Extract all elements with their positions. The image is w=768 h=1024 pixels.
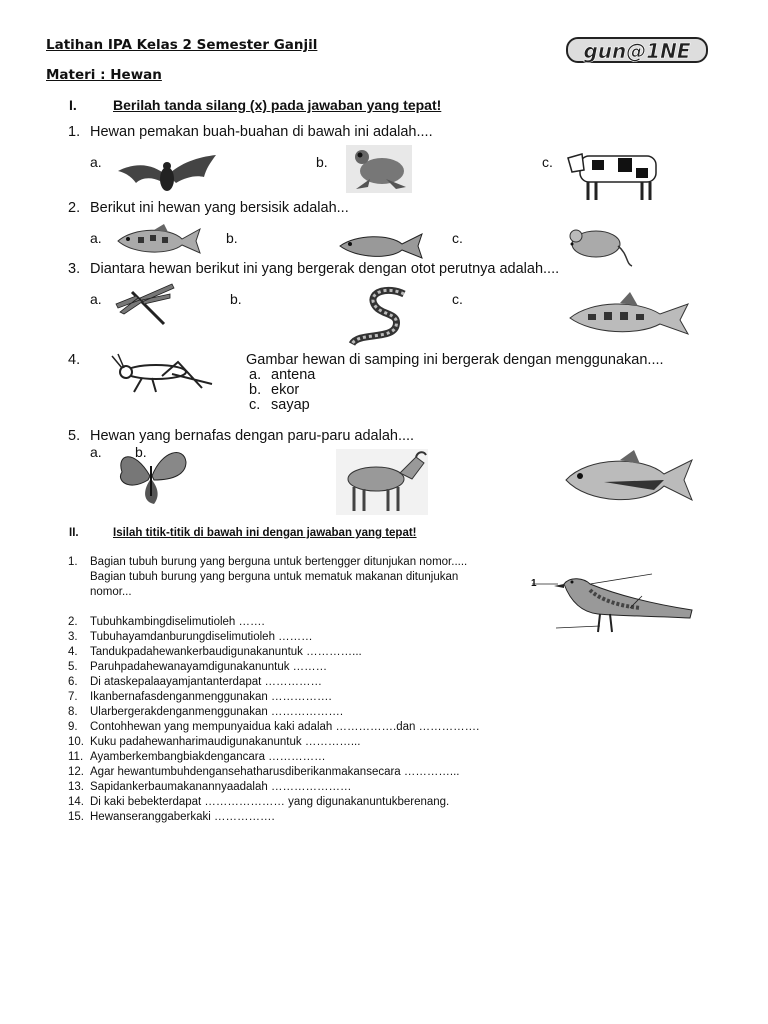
- fish-icon: [568, 292, 690, 338]
- item-number: 14.: [68, 796, 84, 808]
- item-line: Bagian tubuh burung yang berguna untuk mematuk makanan ditunjukan: [90, 571, 459, 583]
- logo-graphic: [566, 34, 708, 66]
- choice-letter[interactable]: b.: [249, 382, 262, 398]
- list-item: [68, 735, 588, 750]
- choice-text[interactable]: antena: [271, 367, 316, 383]
- question-number: 4.: [68, 352, 81, 368]
- question-number: 2.: [68, 200, 81, 216]
- option-label[interactable]: a.: [90, 154, 102, 170]
- section2-number: II.: [69, 527, 79, 539]
- item-number: 9.: [68, 721, 78, 733]
- option-label[interactable]: c.: [542, 154, 553, 170]
- choice-letter[interactable]: c.: [249, 397, 261, 413]
- item-list: [68, 615, 588, 825]
- goat-icon: [336, 449, 428, 515]
- question-text: Hewan yang bernafas dengan paru-paru adalah....: [90, 428, 415, 444]
- choice-letter[interactable]: a.: [249, 367, 262, 383]
- option-label[interactable]: c.: [452, 230, 463, 246]
- butterfly-icon: [114, 446, 188, 506]
- cow-icon: [566, 150, 662, 202]
- fish-icon: [114, 223, 202, 259]
- section1-instruction: Berilah tanda silang (x) pada jawaban yang tepat!: [113, 97, 442, 113]
- worksheet-title: Latihan IPA Kelas 2 Semester Ganjil: [46, 37, 318, 53]
- list-item: [68, 660, 588, 675]
- brand-logo: [566, 34, 708, 66]
- item-text: Di ataskepalaayamjantanterdapat ……………: [90, 676, 323, 688]
- list-item: [68, 795, 588, 810]
- list-item: [68, 750, 588, 765]
- item-number: 10.: [68, 736, 84, 748]
- list-item: [68, 720, 588, 735]
- item-text: Contohhewan yang mempunyaidua kaki adalah …………….dan …………….: [90, 721, 480, 733]
- item-number: 1.: [68, 556, 78, 568]
- item-number: 3.: [68, 631, 78, 643]
- list-item: [68, 645, 588, 660]
- question-text: Diantara hewan berikut ini yang bergerak dengan otot perutnya adalah....: [90, 261, 560, 277]
- bird-label-number: 1: [531, 578, 537, 589]
- item-text: Paruhpadahewanayamdigunakanuntuk ………: [90, 661, 328, 673]
- item-text: Hewanseranggaberkaki …………….: [90, 811, 275, 823]
- item-number: 5.: [68, 661, 78, 673]
- snake-icon: [344, 286, 410, 350]
- option-label[interactable]: b.: [230, 291, 242, 307]
- item-text: Tandukpadahewankerbaudigunakanuntuk …………...: [90, 646, 362, 658]
- item-text: Ikanbernafasdenganmenggunakan …………….: [90, 691, 332, 703]
- question-text: Gambar hewan di samping ini bergerak dengan menggunakan....: [246, 352, 664, 368]
- option-label[interactable]: a.: [90, 291, 102, 307]
- item-text: Ularbergerakdenganmenggunakan ……………….: [90, 706, 344, 718]
- frog-icon: [346, 145, 412, 193]
- question-number: 1.: [68, 124, 81, 140]
- option-label[interactable]: b.: [226, 230, 238, 246]
- svg-text:gun@1NE: gun@1NE: [583, 39, 691, 63]
- item-line: nomor...: [90, 586, 132, 598]
- list-item: [68, 630, 588, 645]
- grasshopper-icon: [112, 354, 216, 394]
- question-text: Berikut ini hewan yang bersisik adalah...: [90, 200, 349, 216]
- list-item: [68, 675, 588, 690]
- mouse-icon: [566, 224, 634, 268]
- question-number: 5.: [68, 428, 81, 444]
- item-number: 7.: [68, 691, 78, 703]
- fish-icon: [564, 450, 694, 508]
- item-line: Bagian tubuh burung yang berguna untuk bertengger ditunjukan nomor.....: [90, 556, 468, 568]
- list-item: [68, 765, 588, 780]
- list-item: [68, 615, 588, 630]
- option-label[interactable]: c.: [452, 291, 463, 307]
- list-item: [68, 690, 588, 705]
- item-text: Ayamberkembangbiakdengancara ……………: [90, 751, 326, 763]
- choice-text[interactable]: ekor: [271, 382, 300, 398]
- question-text: Hewan pemakan buah-buahan di bawah ini adalah....: [90, 124, 433, 140]
- item-text: Tubuhkambingdiselimutioleh …….: [90, 616, 265, 628]
- item-number: 6.: [68, 676, 78, 688]
- item-text: Sapidankerbaumakanannyaadalah …………………: [90, 781, 352, 793]
- choice-text[interactable]: sayap: [271, 397, 310, 413]
- bat-icon: [116, 153, 218, 193]
- list-item: [68, 705, 588, 720]
- item-text: Agar hewantumbuhdengansehatharusdiberikanmakansecara …………...: [90, 766, 460, 778]
- subject-title: Materi : Hewan: [46, 67, 162, 83]
- fish-icon: [338, 230, 424, 260]
- item-text: Kuku padahewanharimaudigunakanuntuk …………...: [90, 736, 361, 748]
- section2-instruction: Isilah titik-titik di bawah ini dengan jawaban yang tepat!: [113, 527, 417, 539]
- item-text: Tubuhayamdanburungdiselimutioleh ………: [90, 631, 313, 643]
- option-label[interactable]: b.: [316, 154, 328, 170]
- item-number: 12.: [68, 766, 84, 778]
- option-label[interactable]: a.: [90, 230, 102, 246]
- item-number: 8.: [68, 706, 78, 718]
- item-number: 13.: [68, 781, 84, 793]
- list-item: [68, 810, 588, 825]
- item-number: 2.: [68, 616, 78, 628]
- section1-number: I.: [69, 97, 77, 113]
- list-item: [68, 780, 588, 795]
- option-label[interactable]: b.: [135, 444, 147, 460]
- item-number: 4.: [68, 646, 78, 658]
- item-number: 15.: [68, 811, 84, 823]
- option-label[interactable]: a.: [90, 444, 102, 460]
- question-number: 3.: [68, 261, 81, 277]
- dragonfly-icon: [114, 282, 178, 330]
- item-number: 11.: [68, 751, 84, 763]
- item-text: Di kaki bebekterdapat ………………… yang digunakanuntukberenang.: [90, 796, 450, 808]
